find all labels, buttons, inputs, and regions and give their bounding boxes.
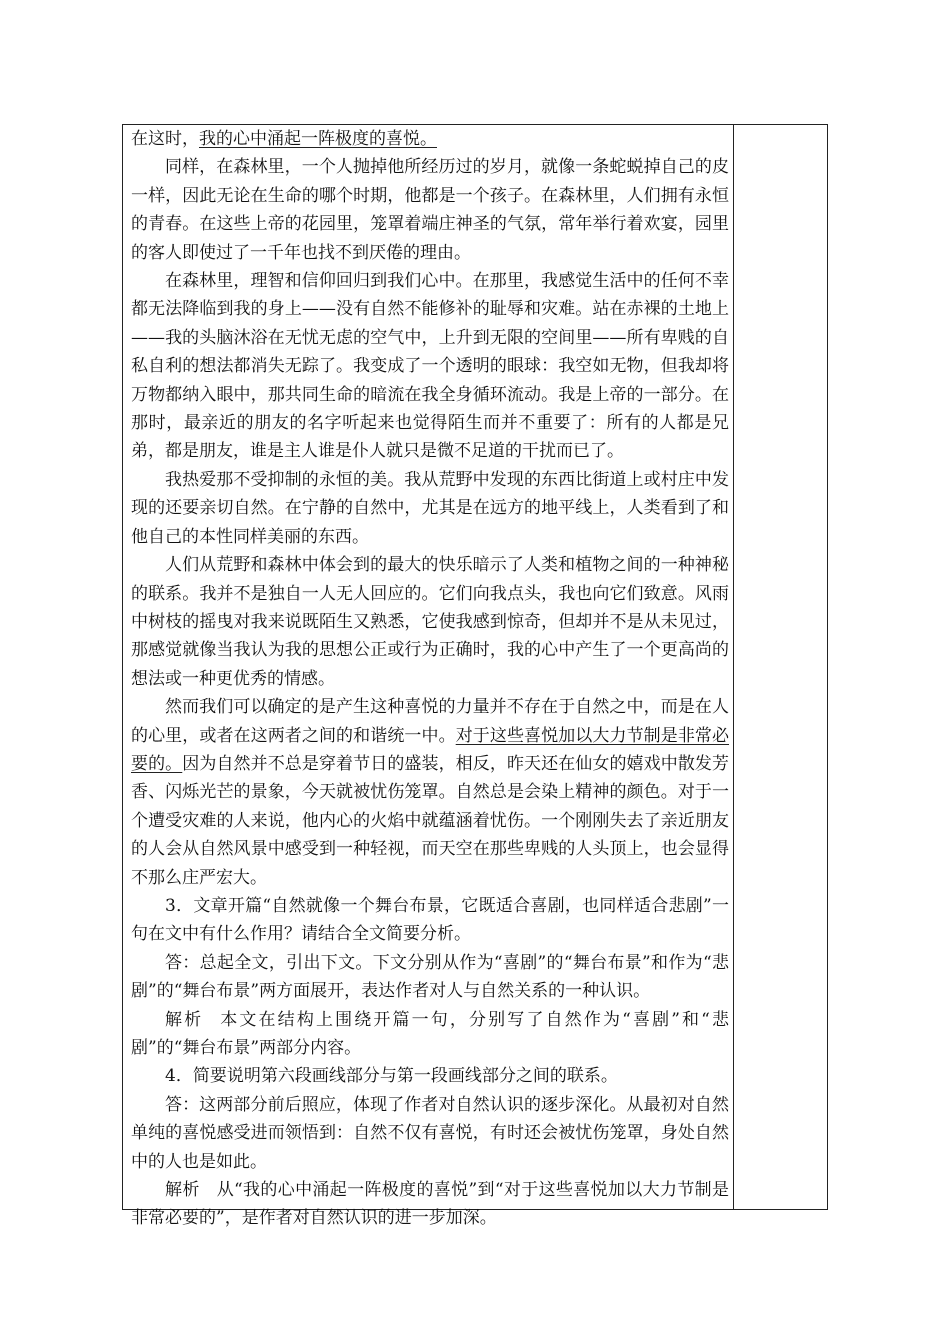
document-table: [122, 124, 828, 1229]
text-segment: 3．文章开篇“自然就像一个舞台布景，它既适合喜剧，也同样适合悲剧”一句在文中有什么作用？请结合全文简要分析。: [131, 895, 729, 945]
analysis-label: 解析: [165, 1009, 204, 1030]
text-segment: 在这时，: [131, 129, 199, 149]
text-segment: 本文在结构上围绕开篇一句，分别写了自然作为“喜剧”和“悲剧”的“舞台布景”两部分内容。: [131, 1009, 730, 1058]
text-paragraph: [131, 693, 729, 892]
analysis-label: 解析: [165, 1180, 200, 1201]
main-text-cell: [131, 125, 729, 1233]
table-column-divider: [733, 125, 734, 1209]
text-segment: 在森林里，理智和信仰回归到我们心中。在那里，我感觉生活中的任何不幸都无法降临到我的身上——没有自然不能修补的耻辱和灾难。站在赤裸的土地上——我的头脑沐浴在无忧无虑的空气中，上升到无限的空间里——所有卑贱的自私自利的想法都消失无踪了。我变成了一个透明的眼球：我空如无物，但我却将万物都纳入眼中，那共同生命的暗流在我全身循环流动。我是上帝的一部分。在那时，最亲近的朋友的名字听起来也觉得陌生而并不重要了：所有的人都是兄弟，都是朋友，谁是主人谁是仆人就只是微不足道的干扰而已了。: [131, 271, 729, 462]
text-paragraph: [131, 1006, 729, 1063]
text-segment: 4．简要说明第六段画线部分与第一段画线部分之间的联系。: [165, 1066, 618, 1087]
text-paragraph: [131, 125, 729, 153]
text-segment: 答：这两部分前后照应，体现了作者对自然认识的逐步深化。从最初对自然单纯的喜悦感受进而领悟到：自然不仅有喜悦，有时还会被忧伤笼罩，身处自然中的人也是如此。: [131, 1094, 729, 1172]
text-segment: 然而我们可以确定的是产生这种喜悦的力量并不存在于自然之中，而是在人的心里，或者在这两者之间的和谐统一中。: [131, 697, 729, 746]
text-segment: 同样，在森林里，一个人抛掉他所经历过的岁月，就像一条蛇蜕掉自己的皮一样，因此无论在生命的哪个时期，他都是一个孩子。在森林里，人们拥有永恒的青春。在这些上帝的花园里，笼罩着端庄神圣的气氛，常年举行着欢宴，园里的客人即使过了一千年也找不到厌倦的理由。: [131, 157, 729, 263]
underlined-text: 对于这些喜悦加以大力节制是非常必要的。: [131, 725, 730, 774]
text-paragraph: [131, 551, 729, 693]
text-paragraph: [131, 1062, 729, 1090]
text-paragraph: [131, 1176, 729, 1233]
text-paragraph: [131, 892, 729, 949]
text-segment: 答：总起全文，引出下文。下文分别从作为“喜剧”的“舞台布景”和作为“悲剧”的“舞台布景”两方面展开，表达作者对人与自然关系的一种认识。: [131, 952, 729, 1002]
text-segment: 从“我的心中涌起一阵极度的喜悦”到“对于这些喜悦加以大力节制是非常必要的”，是作者对自然认识的进一步加深。: [131, 1180, 729, 1229]
text-segment: 我热爱那不受抑制的永恒的美。我从荒野中发现的东西比街道上或村庄中发现的还要亲切自然。在宁静的自然中，尤其是在远方的地平线上，人类看到了和他自己的本性同样美丽的东西。: [131, 469, 729, 547]
underlined-text: 我的心中涌起一阵极度的喜悦。: [199, 129, 437, 149]
text-paragraph: [131, 949, 729, 1006]
text-segment: 人们从荒野和森林中体会到的最大的快乐暗示了人类和植物之间的一种神秘的联系。我并不是独自一人无人回应的。它们向我点头，我也向它们致意。风雨中树枝的摇曳对我来说既陌生又熟悉，它使我感到惊奇，但却并不是从未见过，那感觉就像当我认为我的思想公正或行为正确时，我的心中产生了一个更高尚的想法或一种更优秀的情感。: [131, 555, 729, 689]
text-paragraph: [131, 267, 729, 466]
text-paragraph: [131, 153, 729, 267]
text-paragraph: [131, 1091, 729, 1176]
text-paragraph: [131, 466, 729, 551]
text-segment: 因为自然并不总是穿着节日的盛装，相反，昨天还在仙女的嬉戏中散发芳香、闪烁光芒的景象，今天就被忧伤笼罩。自然总是会染上精神的颜色。对于一个遭受灾难的人来说，他内心的火焰中就蕴涵着忧伤。一个刚刚失去了亲近朋友的人会从自然风景中感受到一种轻视，而天空在那些卑贱的人头顶上，也会显得不那么庄严宏大。: [131, 753, 729, 888]
